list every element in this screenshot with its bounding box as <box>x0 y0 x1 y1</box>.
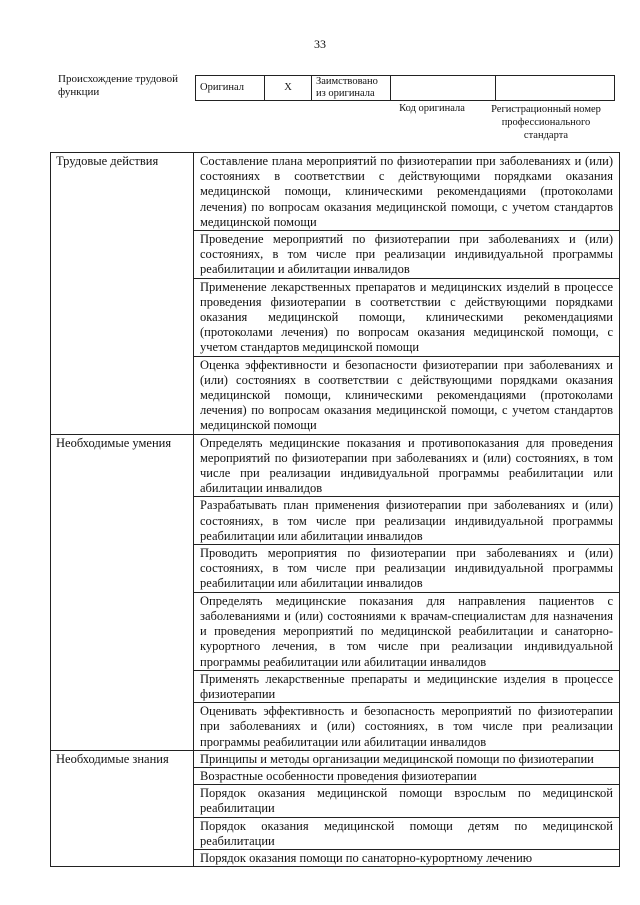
table-cell: Проводить мероприятия по физиотерапии при заболеваниях и (или) состояниях, в том числе при реализации индивидуальной программы реабилитации или абилитации инвалидов <box>194 545 620 593</box>
function-table <box>50 152 620 867</box>
table-cell: Возрастные особенности проведения физиотерапии <box>194 767 620 784</box>
table-cell: Порядок оказания медицинской помощи взрослым по медицинской реабилитации <box>194 785 620 817</box>
origin-table <box>195 75 615 101</box>
section-title-skills: Необходимые умения <box>51 434 194 750</box>
page-number: 33 <box>314 37 326 51</box>
section-title-actions: Трудовые действия <box>51 153 194 435</box>
table-cell: Разрабатывать план применения физиотерапии при заболеваниях и (или) состояниях, в том числе при реализации индивидуальной программы реабилитации или абилитации инвалидов <box>194 497 620 545</box>
table-cell: Оценка эффективности и безопасности физиотерапии при заболеваниях и (или) состояниях в соответствии с действующими порядками оказания медицинской помощи, клиническими рекомендациями (протоколами лечения) по вопросам оказания медицинской помощи, с учетом стандартов медицинской помощи <box>194 356 620 434</box>
origin-label: Происхождение трудовой функции <box>58 73 179 98</box>
table-cell: Проведение мероприятий по физиотерапии при заболеваниях и (или) состояниях, в том числе при реализации индивидуальной программы реабилитации и абилитации инвалидов <box>194 231 620 279</box>
table-cell: Определять медицинские показания и противопоказания для проведения мероприятий по физиотерапии при заболеваниях и (или) состояниях, в том числе при реализации индивидуальной программы реабилитации или абилитации инвалидов <box>194 434 620 497</box>
table-cell: Определять медицинские показания для направления пациентов с заболеваниями и (или) состояниями к врачам-специалистам для назначения и проведения мероприятий по медицинской реабилитации и санаторно-курортного лечения, в том числе при реализации индивидуальной программы реабилитации или абилитации инвалидов <box>194 592 620 670</box>
section-title-knowledge: Необходимые знания <box>51 750 194 866</box>
table-cell: Принципы и методы организации медицинской помощи по физиотерапии <box>194 750 620 767</box>
original-code-caption: Код оригинала <box>399 103 465 114</box>
table-cell: Порядок оказания медицинской помощи детям по медицинской реабилитации <box>194 817 620 849</box>
table-cell: Применять лекарственные препараты и медицинские изделия в процессе физиотерапии <box>194 670 620 702</box>
table-cell: Порядок оказания помощи по санаторно-курортному лечению <box>194 849 620 866</box>
borrowed-cell: Заимствовано из оригинала <box>312 76 391 101</box>
registration-number-cell <box>496 76 615 101</box>
table-row <box>51 434 620 497</box>
registration-number-caption: Регистрационный номер профессионального стандарта <box>491 104 601 141</box>
original-code-cell <box>391 76 496 101</box>
original-mark: X <box>265 76 312 101</box>
table-row <box>51 153 620 231</box>
table-cell: Применение лекарственных препаратов и медицинских изделий в процессе проведения физиотерапии в соответствии с действующими порядками оказания медицинской помощи, клиническими рекомендациями (протоколами лечения) по вопросам оказания медицинской помощи, с учетом стандартов медицинской помощи <box>194 278 620 356</box>
table-cell: Составление плана мероприятий по физиотерапии при заболеваниях и (или) состояниях в соответствии с действующими порядками оказания медицинской помощи, клиническими рекомендациями (протоколами лечения) по вопросам оказания медицинской помощи, с учетом стандартов медицинской помощи <box>194 153 620 231</box>
original-cell: Оригинал <box>196 76 265 101</box>
table-cell: Оценивать эффективность и безопасность мероприятий по физиотерапии при заболеваниях и (или) состояниях, в том числе при реализации программы реабилитации или абилитации инвалидов <box>194 703 620 751</box>
table-row <box>51 750 620 767</box>
